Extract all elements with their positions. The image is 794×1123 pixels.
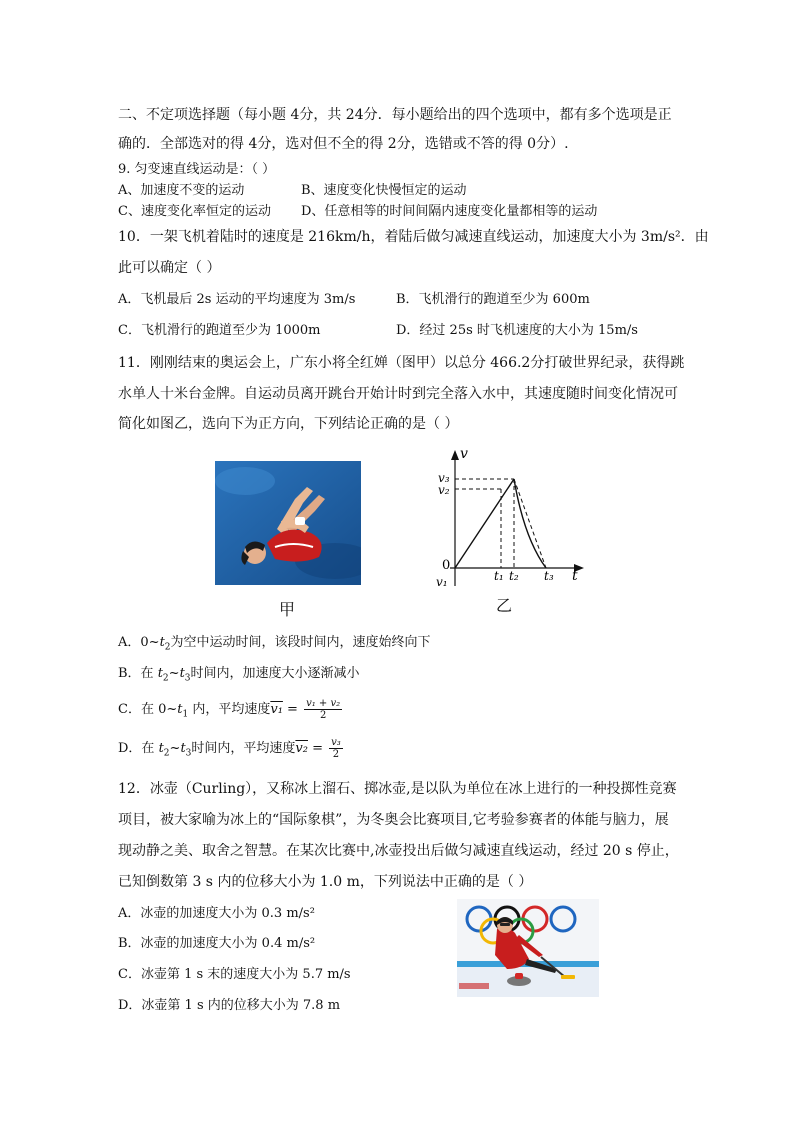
diver-photo	[215, 461, 361, 585]
straight-dash	[514, 479, 546, 568]
q11-stem-line3: 简化如图乙，选向下为正方向，下列结论正确的是（ ）	[118, 416, 459, 432]
t3-label: t₃	[544, 569, 554, 583]
v1-label: v₁	[436, 575, 448, 589]
q10-option-a: A．飞机最后 2s 运动的平均速度为 3m/s	[118, 292, 356, 307]
q12-stem-line3: 现动静之美、取舍之智慧。在某次比赛中,冰壶投出后做匀减速直线运动，经过 20 s 停止，	[118, 843, 679, 859]
q12-option-d: D．冰壶第 1 s 内的位移大小为 7.8 m	[118, 998, 341, 1013]
q11-stem-line2: 水单人十米台金牌。自运动员离开跳台开始计时到完全落入水中，其速度随时间变化情况可	[118, 386, 678, 402]
q11-option-a: A．$0\sim t_2$为空中运动时间，该段时间内，速度始终向下	[118, 635, 431, 653]
curling-photo	[457, 899, 599, 997]
q11-option-c: C．在 $0\sim t_1$ 内，平均速度v₁ = $\frac{\text{v₁ + v₂}}{2}$	[118, 698, 341, 721]
q10-option-d: D．经过 25s 时飞机速度的大小为 15m/s	[396, 323, 638, 338]
q9-option-b: B、速度变化快慢恒定的运动	[301, 183, 467, 198]
diver-illustration	[215, 461, 361, 585]
v-axis-arrow	[451, 450, 459, 460]
v2-label: v₂	[438, 483, 450, 497]
t-axis-label: t	[572, 568, 578, 584]
section-header-line2: 确的．全部选对的得 4分，选对但不全的得 2分，选错或不答的得 0分）.	[118, 136, 569, 152]
q10-stem-line1: 10．一架飞机着陆时的速度是 216km/h，着陆后做匀减速直线运动，加速度大小为 3m/s²．由	[118, 229, 709, 245]
q9-option-a: A、加速度不变的运动	[118, 183, 245, 198]
q10-stem-line2: 此可以确定（ ）	[118, 260, 221, 276]
q9-stem: 9. 匀变速直线运动是：（ ）	[118, 162, 276, 177]
q10-option-c: C．飞机滑行的跑道至少为 1000m	[118, 323, 321, 338]
q12-option-a: A．冰壶的加速度大小为 0.3 m/s²	[118, 906, 315, 921]
q9-option-d: D、任意相等的时间间隔内速度变化量都相等的运动	[301, 204, 598, 219]
q11-stem-line1: 11．刚刚结束的奥运会上，广东小将全红婵（图甲）以总分 466.2分打破世界纪录，获得跳	[118, 355, 685, 371]
t2-label: t₂	[509, 569, 519, 583]
caption-jia: 甲	[279, 600, 296, 619]
q11-option-d: D．在 $t_2\sim t_3$时间内，平均速度v₂ = $\frac{\text{v₃}}{2}$	[118, 737, 341, 760]
q11-option-b: B．在 $t_2\sim t_3$时间内，加速度大小逐渐减小	[118, 666, 360, 684]
q10-option-b: B．飞机滑行的跑道至少为 600m	[396, 292, 590, 307]
q12-option-b: B．冰壶的加速度大小为 0.4 m/s²	[118, 936, 316, 951]
curling-illustration	[457, 899, 599, 997]
q9-option-c: C、速度变化率恒定的运动	[118, 204, 271, 219]
t1-label: t₁	[494, 569, 504, 583]
q12-stem-line4: 已知倒数第 3 s 内的位移大小为 1.0 m，下列说法中正确的是（ ）	[118, 874, 533, 890]
origin-label: 0	[442, 558, 451, 573]
q12-option-c: C．冰壶第 1 s 末的速度大小为 5.7 m/s	[118, 967, 351, 982]
vt-graph	[420, 446, 590, 596]
v-axis-label: v	[460, 446, 468, 462]
rising-line	[455, 479, 514, 568]
q12-stem-line2: 项目，被大家喻为冰上的“国际象棋”，为冬奥会比赛项目,它考验参赛者的体能与脑力，展	[118, 812, 669, 828]
section-header-line1: 二、不定项选择题（每小题 4分，共 24分．每小题给出的四个选项中，都有多个选项是正	[118, 107, 672, 123]
v3-label: v₃	[438, 471, 450, 485]
caption-yi: 乙	[496, 596, 513, 615]
q12-stem-line1: 12．冰壶（Curling），又称冰上溜石、掷冰壶,是以队为单位在冰上进行的一种投掷性竞赛	[118, 781, 677, 797]
